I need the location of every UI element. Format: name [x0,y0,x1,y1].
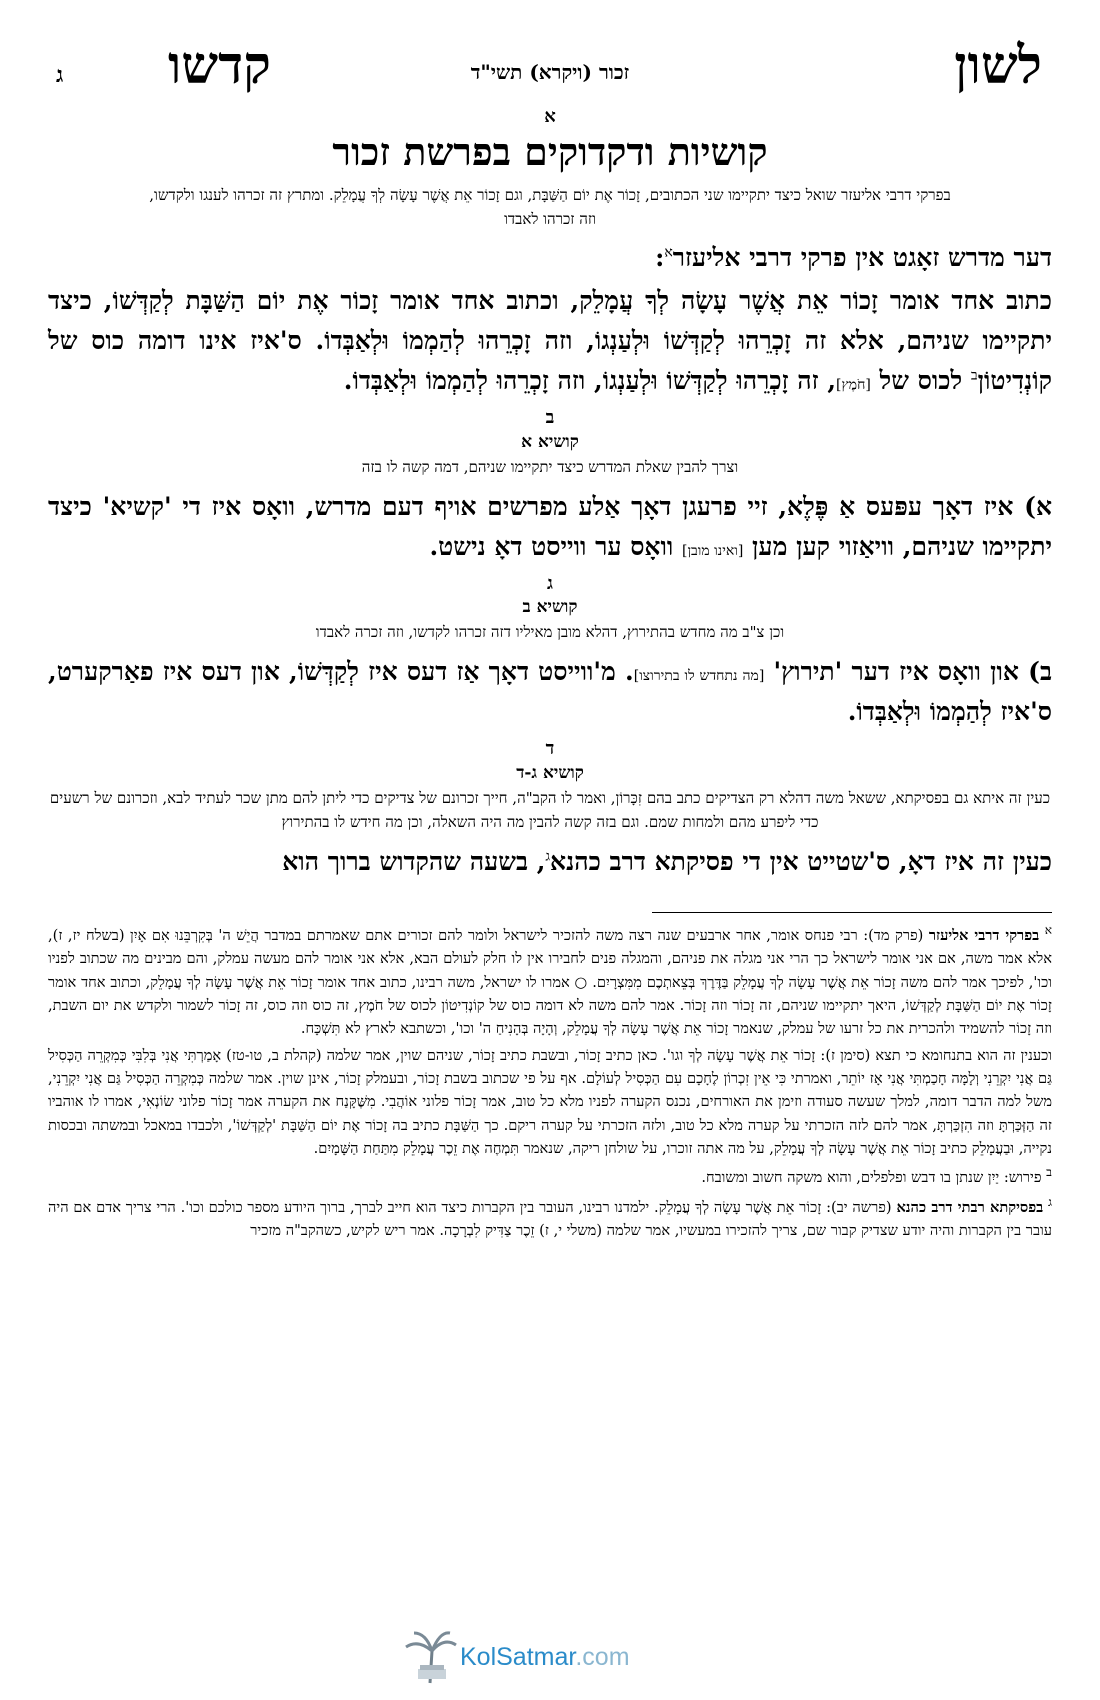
question-note: וכן צ"ב מה מחדש בהתירוץ, דהלא מובן מאיליו דזה זכרהו לקדשו, וזה זכרה לאבדו [315,623,785,642]
bracket-note: [חֹמֶץ] [836,377,871,394]
footnote [48,921,1052,1041]
question-body [48,842,1052,882]
footnote-ref[interactable]: ג [545,848,551,865]
question-title: קושיא ב [522,597,578,618]
header-parsha: זכור (ויקרא) תשי"ד [470,60,630,84]
header-title-left: קדשו [168,35,271,96]
footnote-ref[interactable]: ב [970,367,978,384]
footnote-text: : זָכוֹר אֵת אֲשֶׁר עָשָׂה לְךָ עֲמָלֵק. ילמדנו רבינו, העובר בין הקברות כיצד הוא חייב לברך, ברוך היודע מספר כולכם וכו'. הרי צריך אדם אם היה עובר בין הקברות והיה יודע שצדיק קבור שם, צריך להזכירו במעשיו, אמר שלמה (משלי י, ז) זֵכֶר צַדִּיק לִבְרָכָה. אמר ריש לקיש, כשהקב"ה מזכיר [48,1198,1052,1239]
question-text: ב) און וואָס איז דער 'תירוץ' [764,657,1052,687]
midrash-text: כתוב אחד אומר זָכוֹר אֵת אֲשֶׁר עָשָׂה לְךָ עֲמָלֵק, וכתוב אחד אומר זָכוֹר אֶת יוֹם הַשַּׁבָּת לְקַדְּשׁוֹ, כיצד יתקיימו שניהם, אלא זה זָכְרֵהוּ לְקַדְּשׁוֹ וּלְעַנְגוֹ, וזה זָכְרֵהוּ לְהַמְמוֹ וּלְאַבְּדוֹ. ס'איז אינו דומה כוס של קוֹנְדִיטוֹן [48,286,1052,396]
question-body [48,652,1052,732]
question-note: כעין זה איתא גם בפסיקתא, ששאל משה דהלא רק הצדיקים כתב בהם זִכָּרוֹן, ואמר לו הקב"ה, חייך זכרונם של צדיקים כדי ליתן להם מתן שכר לעתיד לבא, וזכרונם של רשעים כדי ליפרע מהם ולמחות שמם. וגם בזה קשה להבין מה היה השאלה, וכן מה חידש לו בהתירוץ [49,789,1051,832]
footnote [48,1193,1052,1243]
footnote-divider [652,912,1052,913]
kolsatmar-logo [400,1625,640,1685]
footnote-continuation: וכענין זה הוא בתנחומא כי תצא (סימן ז): זָכוֹר אֵת אֲשֶׁר עָשָׂה לְךָ וגו'. כאן כתיב זָכוֹר, ובשבת כתיב זָכוֹר, שניהם שוין, אמר שלמה (קהלת ב, טו-טז) אָמַרְתִּי אֲנִי בְּלִבִּי כְּמִקְרֵה הַכְּסִיל גַּם אֲנִי יִקְרֵנִי וְלָמָּה חָכַמְתִּי אֲנִי אָז יוֹתֵר, ואמרתי כִּי אֵין זִכְרוֹן לֶחָכָם עִם הַכְּסִיל לְעוֹלָם. אף על פי שכתוב בשבת זָכוֹר, ובעמלק זָכוֹר, אינן שוין. אמר שלמה כְּמִקְרֵה הַכְּסִיל גַּם אֲנִי יִקְרֵנִי, משל למה הדבר דומה, למלך שעשה סעודה וזימן את האורחים, נכנס הקערה לפניו מלא כל טוב, אמר זָכוֹר פלוני אוֹהֲבִי. מִשֶּׁקָּנַח את הקערה אמר זָכוֹר פלוני שׂוֹנְאִי, אמרו לו אוהביו זה הַזְּכַּרְתָּ וזה הִזְכַּרְתָּ, אמר להם לזה הזכרתי על קערה מלא כל טוב, ולזה הזכרתי על קערה ריקם. כך הַשַּׁבָּת כתיב בה זָכוֹר אֶת יוֹם הַשַּׁבָּת 'לְקַדְּשׁוֹ', ולכבדו במאכל ובמשתה ובכסות נקייה, וּבַעֲמָלֵק כתיב זָכוֹר אֵת אֲשֶׁר עָשָׂה לְךָ עֲמָלֵק, על מה אתה זוכרו, על שולחן ריקה, שנאמר תִּמְחֶה אֶת זֵכֶר עֲמָלֵק מִתַּחַת הַשָּׁמָיִם. [48,1046,1052,1158]
footnote [48,1163,1052,1189]
footnote-head: בפרקי דרבי אליעזר [928,926,1040,944]
document-page [48,0,1052,1700]
section-letter: א [544,106,556,127]
footnote-mark: א [1044,923,1053,938]
question-text-end: וואָס ער ווייסט דאָ נישט. [429,531,682,561]
lead-line: דער מדרש זאָגט אין פרקי דרבי אליעזר$^א$: [655,243,1052,273]
footnote-mark: ג [1047,1194,1052,1209]
footnote-mark: ב [1046,1165,1052,1180]
question-text-end: , בשעה שהקדוש ברוך הוא [282,847,546,877]
intro-summary: בפרקי דרבי אליעזר שואל כיצד יתקיימו שני הכתובים, זָכוֹר אֶת יוֹם הַשַּׁבָּת, וגם זָכוֹר אֵת אֲשֶׁר עָשָׂה לְךָ עֲמָלֵק. ומתרץ זה זכרהו לענגו ולקדשו, וזה זכרהו לאבדו [149,186,951,229]
logo-tld: .com [575,1643,630,1671]
footnote-ref: (פרק מד) [868,926,924,944]
question-note: וצרך להבין שאלת המדרש כיצד יתקיימו שניהם, דמה קשה לו בזה [361,457,739,476]
section-letter: ב [545,407,555,429]
question-title: קושיא א [521,431,579,452]
midrash-text-cont: לכוס של [870,366,971,396]
footnote-text: פירוש: יַיִן שנתן בו דבש ופלפלים, והוא משקה חשוב ומשובח. [701,1169,1042,1187]
page-title: קושיות ודקדוקים בפרשת זכור [332,128,768,174]
footnote-head: בפסיקתא רבתי דרב כהנא [896,1198,1044,1216]
logo-wordmark [460,1643,630,1672]
question-title: קושיא ג-ד [516,763,584,783]
question-body [48,487,1052,567]
question-text: כעין זה איז דאָ, ס'שטייט אין די פסיקתא דרב כהנא [550,847,1052,877]
question-text-end: . מ'ווייסט דאָך אַז דעס איז לְקַדְּשׁוֹ, און דעס איז פאַרקערט, ס'איז לְהַמְמוֹ וּלְאַבְּדוֹ. [48,657,1052,727]
midrash-text-end: , זה זָכְרֵהוּ לְקַדְּשׁוֹ וּלְעַנְגוֹ, וזה זָכְרֵהוּ לְהַמְמוֹ וּלְאַבְּדוֹ. [343,366,837,396]
palm-tree-icon [400,1625,460,1685]
logo-name: KolSatmar [460,1643,576,1671]
question-text: א) איז דאָך עפּעס אַ פֶּלֶא, זיי פרעגן דאָך אַלע מפרשים אויף דעם מדרש, וואָס איז די 'קשיא' כיצד יתקיימו שניהם, וויאַזוי קען מען [48,491,1052,561]
bracket-note: [ואינו מובן] [681,542,744,559]
midrash-quote [48,281,1052,401]
footnote-ref[interactable]: א [664,244,673,261]
section-letter: ד [545,738,555,760]
header-title-right: לשון [954,35,1042,96]
lead-text: דער מדרש זאָגט אין פרקי דרבי אליעזר [672,243,1052,273]
bracket-note: [מה נתחדש לו בתירוצו] [633,668,765,685]
section-letter: ג [547,572,553,594]
footnote-ref: (פרשה יב) [831,1198,892,1216]
page-header [48,0,1052,110]
footnote-text: : רבי פנחס אומר, אחר ארבעים שנה רצה משה להזכיר לישראל ולומר להם זכורים אתם שאמרתם במדבר הֲיֵשׁ ה' בְּקִרְבֵּנוּ אִם אָיִן (בשלח יז, ז), אלא אמר משה, אם אני אומר לישראל כך הרי אני מגלה את פניהם, והמגלה פנים לחבירו אין לו חלק לעולם הבא, אלא אני אומר להם מעשה עמלק, והם מבינים מה שכתוב לפניו וכו', לפיכך אמר להם משה זָכוֹר אֵת אֲשֶׁר עָשָׂה לְךָ עֲמָלֵק בַּדֶּרֶךְ בְּצֵאתְכֶם מִמִּצְרָיִם. ○ אמרו לו ישראל, משה רבינו, כתוב אחד אומר זָכוֹר אֵת אֲשֶׁר עָשָׂה לְךָ עֲמָלֵק, וכתוב אחד אומר זָכוֹר אֶת יוֹם הַשַּׁבָּת לְקַדְּשׁוֹ, היאך יתקיימו שניהם, זה זָכוֹר וזה זָכוֹר. אמר להם משה לא דומה כוס של קוֹנְדִיטוֹן לכוס של חֹמֶץ, זה כוס וזה כוס, זה זָכוֹר לשמור ולקדש את יום השבת, וזה זָכוֹר להשמיד ולהכרית את כל זרעו של עמלק, שנאמר זָכוֹר אֵת אֲשֶׁר עָשָׂה לְךָ עֲמָלֵק, וְהָיָה בְּהָנִיחַ ה' וכו', וכשתבא לארץ לא תִּשְׁכָּח. [48,926,1052,1038]
page-number: ג [56,62,64,88]
